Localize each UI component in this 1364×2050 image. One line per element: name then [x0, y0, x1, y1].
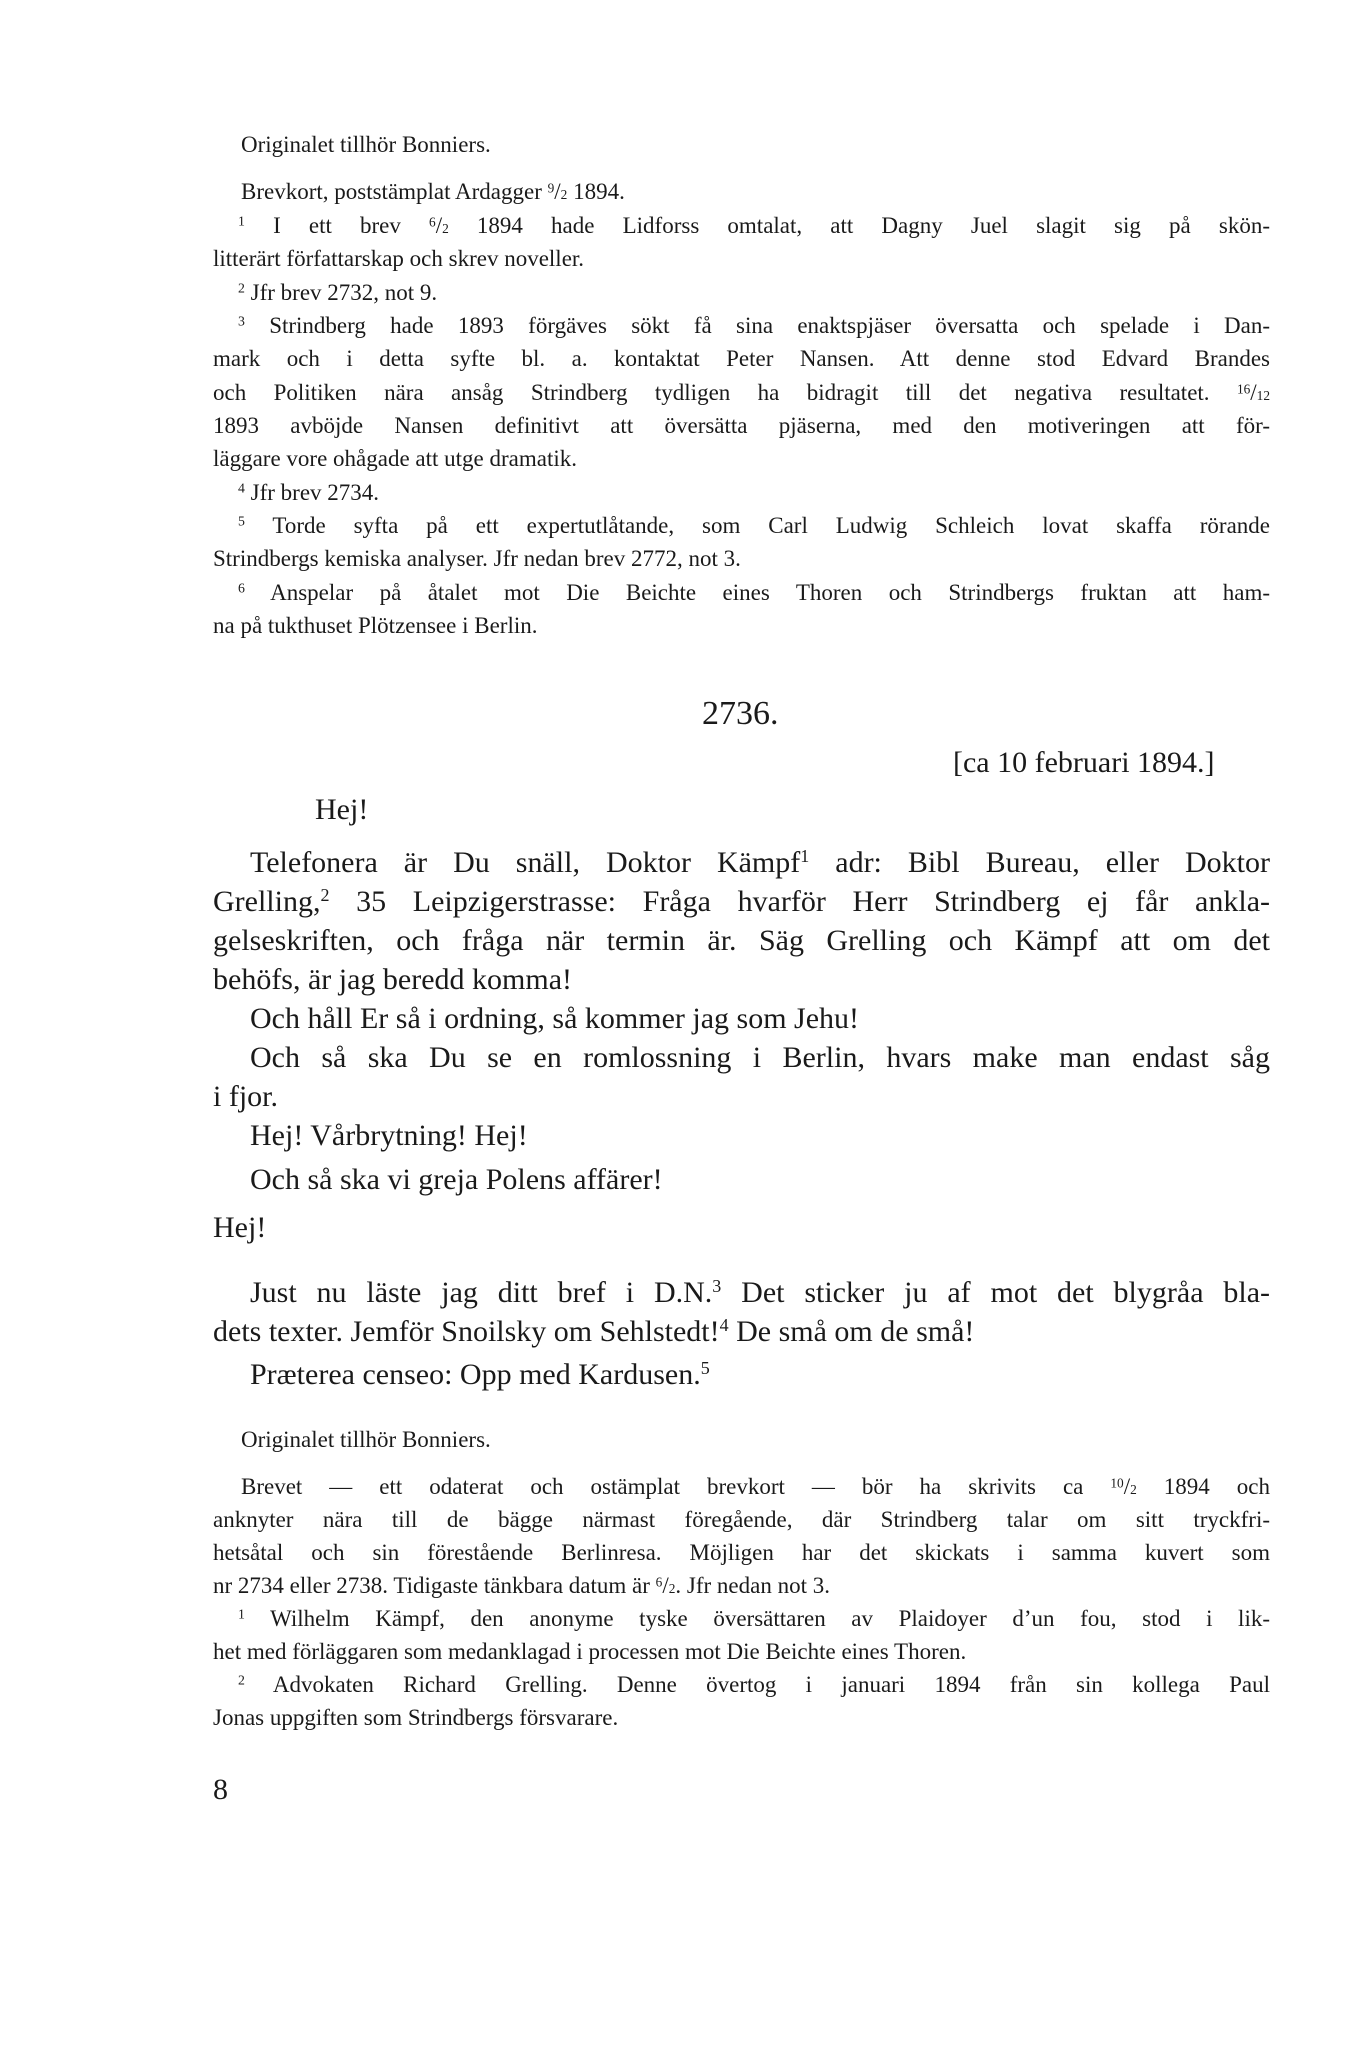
footnote-marker: 1 [238, 213, 245, 229]
commentary-line: nr 2734 eller 2738. Tidigaste tänkbara datum är $^6$/2. Jfr nedan not 3. [213, 1573, 830, 1598]
letter-line: Hej! Vårbrytning! Hej! [250, 1119, 528, 1152]
salutation: Hej! [315, 793, 369, 826]
footnote-3-line-3: och Politiken nära ansåg Strindberg tydligen ha bidragit till det negativa resultatet. $^{16}$/12 [213, 380, 1270, 405]
footnote-marker: 2 [238, 280, 245, 296]
postscript-line: Præterea censeo: Opp med Kardusen.$^5$ [250, 1358, 710, 1391]
letter-line: Och så ska vi greja Polens affärer! [250, 1163, 663, 1196]
footnote-6: $^6$ Anspelar på åtalet mot Die Beichte eines Thoren och Strindbergs fruktan att ham- [238, 580, 1270, 605]
letter-line: gelseskriften, och fråga när termin är. Säg Grelling och Kämpf att om det [213, 924, 1270, 957]
postscript-line: Just nu läste jag ditt bref i D.N.$^3$ Det sticker ju af mot det blygråa bla- [250, 1276, 1271, 1309]
source-note: Brevkort, poststämplat Ardagger $^9$/2 1894. [241, 179, 625, 204]
footnote-ref: 2 [320, 885, 330, 906]
footnote-5: $^5$ Torde syfta på ett expertutlåtande, som Carl Ludwig Schleich lovat skaffa rörande [238, 513, 1270, 538]
footnote-marker: 3 [238, 313, 245, 329]
origin-note: Originalet tillhör Bonniers. [241, 132, 491, 157]
footnote-marker: 4 [238, 480, 245, 496]
footnote-4: $^4$ Jfr brev 2734. [238, 480, 380, 505]
letter-line: behöfs, är jag beredd komma! [213, 963, 573, 996]
letter-number: 2736. [702, 695, 779, 732]
fraction: $^9$/2 [547, 179, 568, 204]
footnote-1: $^1$ I ett brev $^6$/2 1894 hade Lidforss omtalat, att Dagny Juel slagit sig på skön- [238, 213, 1271, 238]
footnote-ref: 4 [719, 1315, 729, 1336]
footnote-marker: 5 [238, 513, 245, 529]
commentary-note-1: $^1$ Wilhelm Kämpf, den anonyme tyske översättaren av Plaidoyer d’un fou, stod i lik- [238, 1606, 1270, 1631]
letter-line: Grelling,$^2$ 35 Leipzigerstrasse: Fråga hvarför Herr Strindberg ej får ankla- [213, 885, 1270, 918]
footnote-3-line-4: 1893 avböjde Nansen definitivt att översätta pjäserna, med den motiveringen att för- [213, 413, 1270, 438]
footnote-ref: 1 [800, 846, 810, 867]
commentary-note-2: $^2$ Advokaten Richard Grelling. Denne övertog i januari 1894 från sin kollega Paul [238, 1672, 1271, 1697]
commentary-line: anknyter nära till de bägge närmast föregående, där Strindberg talar om sitt tryckfri- [213, 1507, 1270, 1532]
commentary-note-1-cont: het med förläggaren som medanklagad i processen mot Die Beichte eines Thoren. [213, 1639, 967, 1664]
letter-line: Telefonera är Du snäll, Doktor Kämpf$^1$ adr: Bibl Bureau, eller Doktor [250, 846, 1270, 879]
commentary-origin: Originalet tillhör Bonniers. [241, 1427, 491, 1452]
footnote-3: $^3$ Strindberg hade 1893 förgäves sökt få sina enaktspjäser översatta och spelade i Dan- [238, 313, 1270, 338]
commentary-line: Brevet — ett odaterat och ostämplat brevkort — bör ha skrivits ca $^{10}$/2 1894 och [241, 1474, 1270, 1499]
footnote-5-cont: Strindbergs kemiska analyser. Jfr nedan brev 2772, not 3. [213, 546, 741, 571]
footnote-ref: 5 [700, 1358, 710, 1379]
page-number: 8 [213, 1773, 228, 1806]
letter-line: i fjor. [213, 1080, 278, 1113]
footnote-1-cont: litterärt författarskap och skrev noveller. [213, 246, 585, 271]
letter-line: Och så ska Du se en romlossning i Berlin, hvars make man endast såg [250, 1041, 1270, 1074]
footnote-3-line-5: läggare vore ohågade att utge dramatik. [213, 446, 578, 471]
commentary-note-2-cont: Jonas uppgiften som Strindbergs försvarare. [213, 1705, 619, 1730]
postscript-line: dets texter. Jemför Snoilsky om Sehlstedt!$^4$ De små om de små! [213, 1315, 975, 1348]
footnote-3-line-2: mark och i detta syfte bl. a. kontaktat Peter Nansen. Att denne stod Edvard Brandes [213, 346, 1270, 371]
footnote-2: $^2$ Jfr brev 2732, not 9. [238, 280, 438, 305]
footnote-6-cont: na på tukthuset Plötzensee i Berlin. [213, 613, 538, 638]
letter-date: [ca 10 februari 1894.] [953, 746, 1215, 779]
letter-closing: Hej! [213, 1211, 267, 1244]
footnote-marker: 2 [238, 1672, 245, 1688]
letter-line: Och håll Er så i ordning, så kommer jag som Jehu! [250, 1002, 860, 1035]
commentary-line: hetsåtal och sin förestående Berlinresa. Möjligen har det skickats i samma kuvert som [213, 1540, 1270, 1565]
footnote-marker: 6 [238, 580, 245, 596]
footnote-ref: 3 [712, 1276, 722, 1297]
footnote-marker: 1 [238, 1606, 245, 1622]
